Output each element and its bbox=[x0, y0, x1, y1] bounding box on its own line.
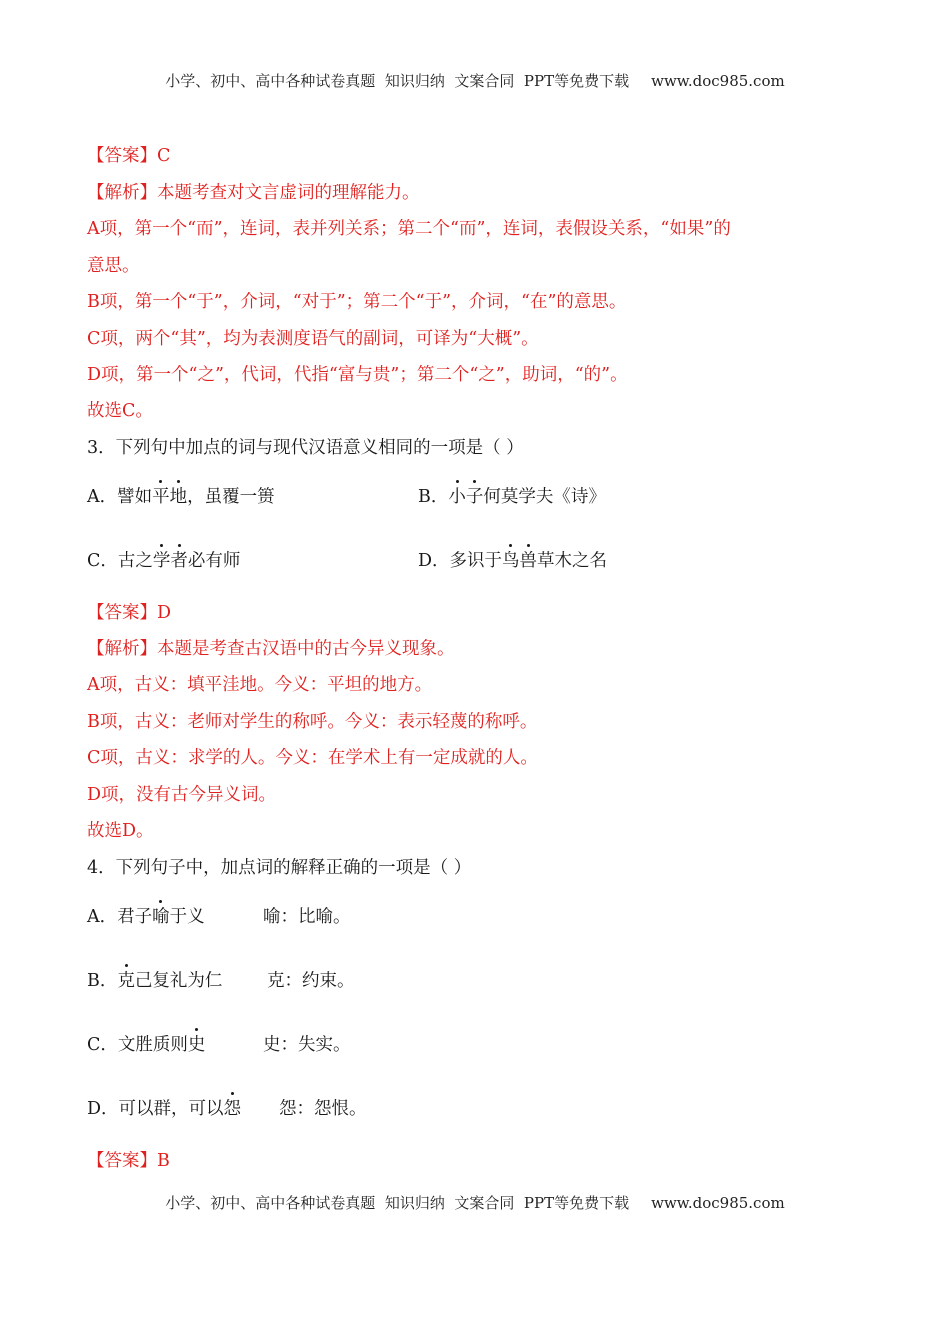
q3-option-a-dotted-word bbox=[152, 487, 187, 507]
q3-option-c-pre: C．古之 bbox=[87, 551, 153, 571]
q3-option-b-post: 何莫学夫《诗》 bbox=[483, 487, 606, 507]
q3-analysis-c: C项，古义：求学的人。今义：在学术上有一定成就的人。 bbox=[87, 748, 538, 768]
dotted-char: 子 bbox=[465, 487, 484, 507]
q3-option-c-dotted-word bbox=[153, 551, 188, 571]
dotted-char: 者 bbox=[170, 551, 188, 571]
q4-option-a-explanation: 喻：比喻。 bbox=[263, 907, 351, 927]
q4-option-b-dotted-word: 克 bbox=[117, 971, 135, 991]
q3-option-d-post: 草木之名 bbox=[537, 551, 608, 571]
q2-conclusion: 故选C。 bbox=[87, 401, 153, 421]
q2-analysis-d: D项，第一个“之”，代词，代指“富与贵”；第二个“之”，助词，“的”。 bbox=[87, 365, 628, 385]
q2-analysis-a-line2: 意思。 bbox=[87, 256, 140, 276]
q4-option-c-explanation: 史：失实。 bbox=[263, 1035, 351, 1055]
dotted-char: 鸟 bbox=[502, 551, 520, 571]
q4-answer: 【答案】B bbox=[87, 1151, 170, 1171]
q4-option-a bbox=[87, 906, 205, 928]
q4-option-c bbox=[87, 1034, 205, 1056]
q3-option-a bbox=[87, 486, 275, 508]
q4-option-d-pre: D．可以群，可以 bbox=[87, 1099, 224, 1119]
q3-option-c bbox=[87, 550, 240, 572]
dotted-char: 兽 bbox=[519, 551, 538, 571]
q3-option-b-pre: B． bbox=[418, 487, 449, 507]
dotted-char: 地 bbox=[169, 487, 188, 507]
q3-analysis-a: A项，古义：填平洼地。今义：平坦的地方。 bbox=[87, 675, 433, 695]
q2-answer: 【答案】C bbox=[87, 146, 171, 166]
q3-stem: 3．下列句中加点的词与现代汉语意义相同的一项是（ ） bbox=[87, 438, 524, 458]
q4-option-c-dotted-word: 史 bbox=[187, 1035, 206, 1055]
q2-analysis-c: C项，两个“其”，均为表测度语气的副词，可译为“大概”。 bbox=[87, 329, 539, 349]
q2-analysis-a-line1: A项，第一个“而”，连词，表并列关系；第二个“而”，连词，表假设关系，“如果”的 bbox=[87, 219, 731, 239]
header-url[interactable]: www.doc985.com bbox=[651, 72, 785, 90]
dotted-char: 平 bbox=[152, 487, 170, 507]
footer-text: 小学、初中、高中各种试卷真题 知识归纳 文案合同 PPT等免费下载 bbox=[165, 1194, 630, 1212]
footer-url[interactable]: www.doc985.com bbox=[651, 1194, 785, 1212]
page-header bbox=[0, 70, 950, 91]
q4-option-b-post: 己复礼为仁 bbox=[134, 971, 223, 991]
q4-option-b-pre: B． bbox=[87, 971, 118, 991]
q3-analysis-title: 【解析】本题是考查古汉语中的古今异义现象。 bbox=[87, 639, 455, 659]
q3-option-b-dotted-word bbox=[448, 487, 483, 507]
q3-option-d-pre: D．多识于 bbox=[418, 551, 503, 571]
header-text: 小学、初中、高中各种试卷真题 知识归纳 文案合同 PPT等免费下载 bbox=[165, 72, 630, 90]
q4-option-a-pre: A．君子 bbox=[87, 907, 153, 927]
q3-option-a-post: ，虽覆一篑 bbox=[187, 487, 275, 507]
q3-analysis-b: B项，古义：老师对学生的称呼。今义：表示轻蔑的称呼。 bbox=[87, 712, 538, 732]
q3-conclusion: 故选D。 bbox=[87, 821, 154, 841]
q3-option-b bbox=[418, 486, 606, 508]
q4-option-a-dotted-word: 喻 bbox=[152, 907, 170, 927]
q3-option-d bbox=[418, 550, 607, 572]
q4-option-a-post: 于义 bbox=[169, 907, 205, 927]
q3-analysis-d: D项，没有古今异义词。 bbox=[87, 785, 277, 805]
q4-option-d-explanation: 怨：怨恨。 bbox=[279, 1099, 367, 1119]
q4-stem: 4．下列句子中，加点词的解释正确的一项是（ ） bbox=[87, 858, 472, 878]
dotted-char: 学 bbox=[152, 551, 171, 571]
q2-analysis-title: 【解析】本题考查对文言虚词的理解能力。 bbox=[87, 183, 420, 203]
q2-analysis-b: B项，第一个“于”，介词，“对于”；第二个“于”，介词，“在”的意思。 bbox=[87, 292, 627, 312]
q4-option-b bbox=[87, 970, 222, 992]
q4-option-c-pre: C．文胜质则 bbox=[87, 1035, 188, 1055]
dotted-char: 小 bbox=[448, 487, 466, 507]
q3-option-d-dotted-word bbox=[502, 551, 537, 571]
q4-option-d-dotted-word: 怨 bbox=[223, 1099, 242, 1119]
q4-option-b-explanation: 克：约束。 bbox=[267, 971, 355, 991]
q4-option-d bbox=[87, 1098, 241, 1120]
page-footer bbox=[0, 1192, 950, 1213]
q3-answer: 【答案】D bbox=[87, 603, 172, 623]
q3-option-a-pre: A．譬如 bbox=[87, 487, 153, 507]
q3-option-c-post: 必有师 bbox=[187, 551, 241, 571]
